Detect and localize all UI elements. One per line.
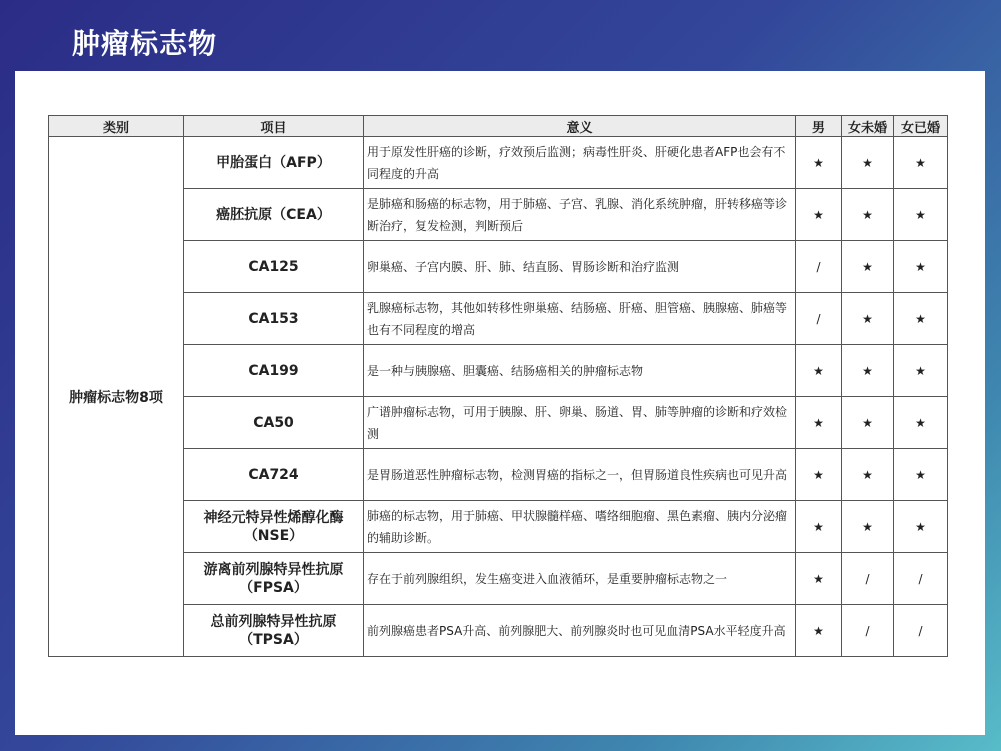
female-married-mark: ★ xyxy=(894,137,948,189)
item-cell: 癌胚抗原（CEA） xyxy=(184,189,364,241)
table-row xyxy=(49,605,948,657)
header-male: 男 xyxy=(796,116,842,137)
meaning-cell: 是一种与胰腺癌、胆囊癌、结肠癌相关的肿瘤标志物 xyxy=(364,345,796,397)
header-item: 项目 xyxy=(184,116,364,137)
item-cell: CA153 xyxy=(184,293,364,345)
female-unmarried-mark: ★ xyxy=(842,501,894,553)
item-cell: CA50 xyxy=(184,397,364,449)
female-married-mark: / xyxy=(894,553,948,605)
meaning-cell: 是胃肠道恶性肿瘤标志物，检测胃癌的指标之一，但胃肠道良性疾病也可见升高 xyxy=(364,449,796,501)
male-mark: / xyxy=(796,293,842,345)
female-married-mark: ★ xyxy=(894,345,948,397)
meaning-cell: 用于原发性肝癌的诊断，疗效预后监测；病毒性肝炎、肝硬化患者AFP也会有不同程度的升高 xyxy=(364,137,796,189)
table-row xyxy=(49,449,948,501)
page-title: 肿瘤标志物 xyxy=(72,27,218,60)
female-unmarried-mark: ★ xyxy=(842,293,894,345)
male-mark: ★ xyxy=(796,345,842,397)
male-mark: ★ xyxy=(796,553,842,605)
female-unmarried-mark: ★ xyxy=(842,449,894,501)
female-married-mark: ★ xyxy=(894,501,948,553)
female-unmarried-mark: / xyxy=(842,553,894,605)
table-row xyxy=(49,189,948,241)
female-married-mark: ★ xyxy=(894,241,948,293)
female-unmarried-mark: ★ xyxy=(842,241,894,293)
meaning-cell: 广谱肿瘤标志物，可用于胰腺、肝、卵巢、肠道、胃、肺等肿瘤的诊断和疗效检测 xyxy=(364,397,796,449)
item-cell: 总前列腺特异性抗原（TPSA） xyxy=(184,605,364,657)
meaning-cell: 存在于前列腺组织，发生癌变进入血液循环，是重要肿瘤标志物之一 xyxy=(364,553,796,605)
female-unmarried-mark: ★ xyxy=(842,397,894,449)
female-married-mark: / xyxy=(894,605,948,657)
item-cell: 甲胎蛋白（AFP） xyxy=(184,137,364,189)
female-married-mark: ★ xyxy=(894,189,948,241)
female-married-mark: ★ xyxy=(894,293,948,345)
header-female-unmarried: 女未婚 xyxy=(842,116,894,137)
item-cell: CA125 xyxy=(184,241,364,293)
male-mark: ★ xyxy=(796,397,842,449)
female-unmarried-mark: ★ xyxy=(842,137,894,189)
header-category: 类别 xyxy=(49,116,184,137)
male-mark: ★ xyxy=(796,189,842,241)
item-cell: CA199 xyxy=(184,345,364,397)
female-married-mark: ★ xyxy=(894,449,948,501)
item-cell: CA724 xyxy=(184,449,364,501)
table-row xyxy=(49,137,948,189)
item-cell: 神经元特异性烯醇化酶（NSE） xyxy=(184,501,364,553)
tumor-marker-table xyxy=(48,115,948,657)
table-row xyxy=(49,397,948,449)
female-unmarried-mark: ★ xyxy=(842,345,894,397)
header-female-married: 女已婚 xyxy=(894,116,948,137)
table-row xyxy=(49,345,948,397)
table-row xyxy=(49,553,948,605)
meaning-cell: 是肺癌和肠癌的标志物，用于肺癌、子宫、乳腺、消化系统肿瘤，肝转移癌等诊断治疗，复发检测，判断预后 xyxy=(364,189,796,241)
meaning-cell: 肺癌的标志物，用于肺癌、甲状腺髓样癌、嗜络细胞瘤、黑色素瘤、胰内分泌瘤的辅助诊断。 xyxy=(364,501,796,553)
header-meaning: 意义 xyxy=(364,116,796,137)
table-header-row xyxy=(49,116,948,137)
female-married-mark: ★ xyxy=(894,397,948,449)
male-mark: ★ xyxy=(796,449,842,501)
female-unmarried-mark: ★ xyxy=(842,189,894,241)
item-cell: 游离前列腺特异性抗原（FPSA） xyxy=(184,553,364,605)
meaning-cell: 前列腺癌患者PSA升高、前列腺肥大、前列腺炎时也可见血清PSA水平轻度升高 xyxy=(364,605,796,657)
female-unmarried-mark: / xyxy=(842,605,894,657)
table-row xyxy=(49,501,948,553)
category-cell: 肿瘤标志物8项 xyxy=(49,137,184,657)
male-mark: ★ xyxy=(796,605,842,657)
content-panel xyxy=(15,71,985,735)
meaning-cell: 乳腺癌标志物，其他如转移性卵巢癌、结肠癌、肝癌、胆管癌、胰腺癌、肺癌等也有不同程度的增高 xyxy=(364,293,796,345)
male-mark: ★ xyxy=(796,137,842,189)
table-row xyxy=(49,241,948,293)
meaning-cell: 卵巢癌、子宫内膜、肝、肺、结直肠、胃肠诊断和治疗监测 xyxy=(364,241,796,293)
table-row xyxy=(49,293,948,345)
male-mark: ★ xyxy=(796,501,842,553)
male-mark: / xyxy=(796,241,842,293)
